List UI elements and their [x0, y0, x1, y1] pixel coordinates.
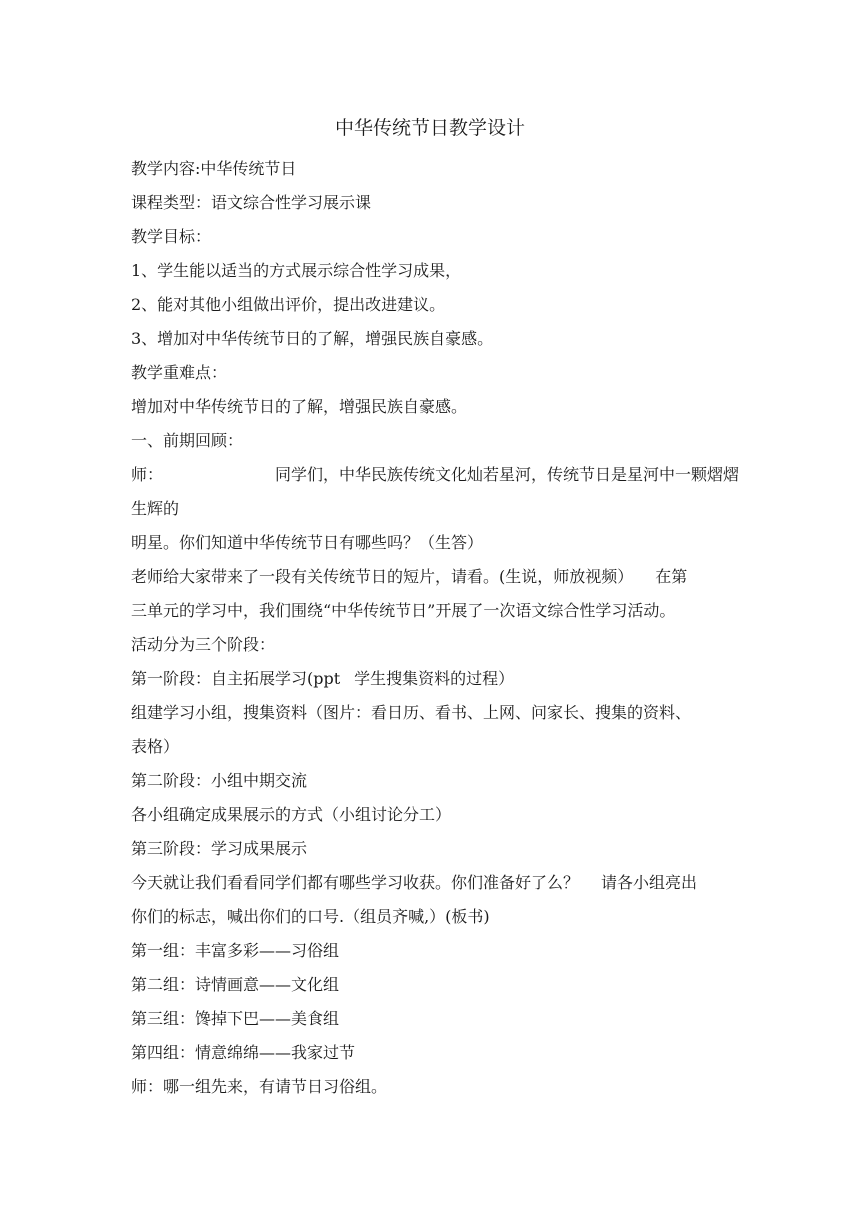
paragraph-line: 生辉的 [131, 499, 180, 518]
group-line: 第一组：丰富多彩——习俗组 [131, 941, 340, 960]
speaker-label: 师： [131, 465, 164, 484]
stage-one-text: 第一阶段：自主拓展学习(ppt [131, 669, 341, 688]
group-line: 第二组：诗情画意——文化组 [131, 975, 340, 994]
teacher-speech-line [131, 458, 740, 492]
group-line: 第四组：情意绵绵——我家过节 [131, 1043, 356, 1062]
paragraph-line: 第三阶段：学习成果展示 [131, 839, 308, 858]
paragraph-line: 师：哪一组先来，有请节日习俗组。 [131, 1077, 388, 1096]
ready-line [131, 866, 731, 900]
ready-text: 今天就让我们看看同学们都有哪些学习收获。你们准备好了么？ [131, 873, 580, 892]
paragraph-line: 3、增加对中华传统节日的了解，增强民族自豪感。 [131, 329, 494, 348]
video-text: 老师给大家带来了一段有关传统节日的短片，请看。(生说，师放视频） [131, 567, 634, 586]
video-line [131, 560, 731, 594]
paragraph-line: 2、能对其他小组做出评价，提出改进建议。 [131, 295, 446, 314]
paragraph-line: 各小组确定成果展示的方式（小组讨论分工） [131, 805, 452, 824]
paragraph-line: 一、前期回顾： [131, 431, 244, 450]
paragraph-line: 三单元的学习中，我们围绕“中华传统节日”开展了一次语文综合性学习活动。 [131, 601, 676, 620]
paragraph-line: 明星。你们知道中华传统节日有哪些吗？（生答） [131, 533, 484, 552]
document-body [131, 152, 740, 1104]
group-line: 第三组：馋掉下巴——美食组 [131, 1009, 340, 1028]
speech-text: 同学们，中华民族传统文化灿若星河，传统节日是星河中一颗熠熠 [275, 465, 740, 484]
paragraph-line: 课程类型：语文综合性学习展示课 [131, 193, 372, 212]
paragraph-line: 1、学生能以适当的方式展示综合性学习成果， [131, 261, 462, 280]
stage-one-line [131, 662, 731, 696]
document-title: 中华传统节日教学设计 [334, 117, 525, 139]
paragraph-line: 教学目标： [131, 227, 212, 246]
paragraph-line: 活动分为三个阶段： [131, 635, 276, 654]
paragraph-line: 表格） [131, 737, 180, 756]
paragraph-line: 教学重难点： [131, 363, 228, 382]
video-text-continued: 在第 [655, 567, 688, 586]
paragraph-line: 你们的标志，喊出你们的口号.（组员齐喊,）(板书) [131, 907, 490, 926]
paragraph-line: 教学内容:中华传统节日 [131, 159, 297, 178]
paragraph-line: 组建学习小组，搜集资料（图片：看日历、看书、上网、问家长、搜集的资料、 [131, 703, 692, 722]
stage-one-text-continued: 学生搜集资料的过程） [354, 669, 515, 688]
paragraph-line: 第二阶段：小组中期交流 [131, 771, 308, 790]
paragraph-line: 增加对中华传统节日的了解，增强民族自豪感。 [131, 397, 468, 416]
ready-text-continued: 请各小组亮出 [601, 873, 698, 892]
